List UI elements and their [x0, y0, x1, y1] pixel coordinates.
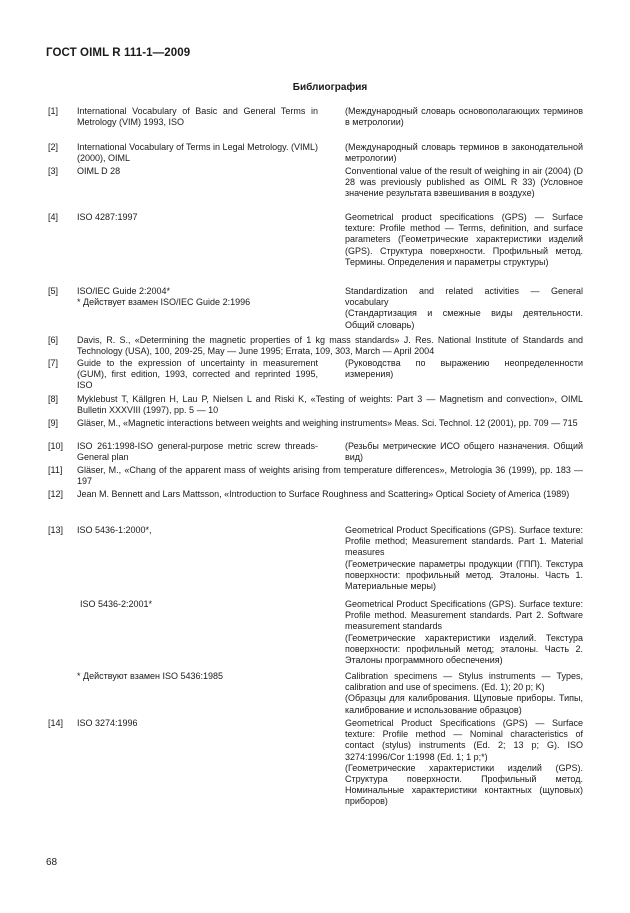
reference-number: [11] [48, 465, 63, 475]
page-number: 68 [46, 857, 58, 868]
reference-number: [7] [48, 358, 59, 368]
reference-source: International Vocabulary of Terms in Legal Metrology. (VIML) (2000), OIML [77, 142, 318, 164]
reference-number: [8] [48, 394, 59, 404]
page-header: ГОСТ OIML R 111-1—2009 [46, 47, 191, 59]
reference-source: OIML D 28 [77, 166, 121, 176]
reference-translation: Geometrical product specifications (GPS) — Surface texture: Profile method — Terms, definition, and surface parameters (Геометрические характеристики изделий (GPS). Структура поверхности. Профильный метод. Термины. Определения и параметры структуры) [345, 212, 583, 267]
reference-source: ISO 3274:1996 [77, 718, 138, 728]
reference-translation: (Образцы для калибрования. Щуповые приборы. Типы, калибрование и использование образцов) [345, 693, 583, 715]
reference-text: Gläser, M., «Chang of the apparent mass of weights arising from temperature differences», Metrologia 36 (1999), pp. 183 — 197 [77, 465, 583, 487]
reference-source: ISO 5436-1:2000*, [77, 525, 152, 535]
reference-note: * Действуют взамен ISO 5436:1985 [77, 671, 224, 681]
reference-translation: (Руководства по выражению неопределенности измерения) [345, 358, 583, 380]
reference-number: [3] [48, 166, 59, 176]
reference-text: Myklebust T, Källgren H, Lau P, Nielsen L and Riski K, «Testing of weights: Part 3 — Magnetism and convection», OIML Bulletin XXXVIII (1997), pp. 5 — 10 [77, 394, 583, 416]
reference-source: ISO 261:1998-ISO general-purpose metric screw threads-General plan [77, 441, 318, 463]
reference-source: Guide to the expression of uncertainty in measurement (GUM), first edition, 1993, corrected and reprinted 1995, ISO [77, 358, 318, 391]
reference-number: [6] [48, 335, 59, 345]
reference-title: Geometrical Product Specifications (GPS). Surface texture: Profile method. Measurement standards. Part 2. Software measurement standards [345, 599, 583, 632]
page-title: Библиография [292, 82, 368, 93]
reference-number: [12] [48, 489, 64, 499]
reference-number: [13] [48, 525, 64, 535]
reference-source: ISO/IEC Guide 2:2004* [77, 286, 171, 296]
reference-source: International Vocabulary of Basic and General Terms in Metrology (VIM) 1993, ISO [77, 106, 318, 128]
reference-translation: Conventional value of the result of weighing in air (2004) (D 28 was previously published as OIML R 33) (Условное значение результата взвешивания в воздухе) [345, 166, 583, 199]
reference-translation: (Геометрические характеристики изделий (GPS). Структура поверхности. Профильный метод. Номинальные характеристики контактных (щуповых) приборов) [345, 762, 583, 807]
reference-source: ISO 4287:1997 [77, 212, 138, 222]
reference-title: Standardization and related activities — General vocabulary [345, 286, 583, 308]
reference-number: [5] [48, 286, 59, 296]
reference-text: Gläser, M., «Magnetic interactions between weights and weighing instruments» Meas. Sci. Technol. 12 (2001), pp. 709 — 715 [77, 418, 578, 428]
reference-note: * Действует взамен ISO/IEC Guide 2:1996 [77, 297, 251, 308]
reference-text: Davis, R. S., «Determining the magnetic properties of 1 kg mass standards» J. Res. National Institute of Standards and Technology (USA), 100, 209-25, May — June 1995; Errata, 109, 303, March — April 2004 [77, 335, 583, 357]
reference-translation: (Стандартизация и смежные виды деятельности. Общий словарь) [345, 308, 583, 330]
reference-source: ISO 5436-2:2001* [80, 599, 153, 609]
reference-number: [4] [48, 212, 59, 222]
reference-translation: (Резьбы метрические ИСО общего назначения. Общий вид) [345, 441, 583, 463]
reference-number: [2] [48, 142, 59, 152]
reference-title: Geometrical Product Specifications (GPS) — Surface texture: Profile method — Nominal characteristics of contact (stylus) instruments (Ed. 2; 13 p; G). ISO 3274:1996/Cor 1:1998 (Ed. 1; 1 p;*) [345, 718, 583, 762]
reference-text: Jean M. Bennett and Lars Mattsson, «Introduction to Surface Roughness and Scattering» Optical Society of America (1989) [77, 489, 570, 499]
reference-translation: (Геометрические параметры продукции (ГПП). Текстура поверхности: профильный метод. Эталоны. Часть 1. Материальные меры) [345, 558, 583, 592]
reference-number: [1] [48, 106, 59, 116]
reference-number: [10] [48, 441, 64, 451]
reference-number: [9] [48, 418, 59, 428]
reference-translation: (Международный словарь основополагающих терминов в метрологии) [345, 106, 583, 128]
reference-number: [14] [48, 718, 64, 728]
reference-title: Calibration specimens — Stylus instruments — Types, calibration and use of specimens. (Ed. 1); 20 p; K) [345, 671, 583, 693]
reference-translation: (Международный словарь терминов в законодательной метрологии) [345, 142, 583, 164]
reference-translation: (Геометрические характеристики изделий. Текстура поверхности: профильный метод; эталоны. Часть 2. Эталоны программного обеспечения) [345, 632, 583, 666]
reference-title: Geometrical Product Specifications (GPS). Surface texture: Profile method; Measurement standards. Part 1. Material measures [345, 525, 583, 558]
